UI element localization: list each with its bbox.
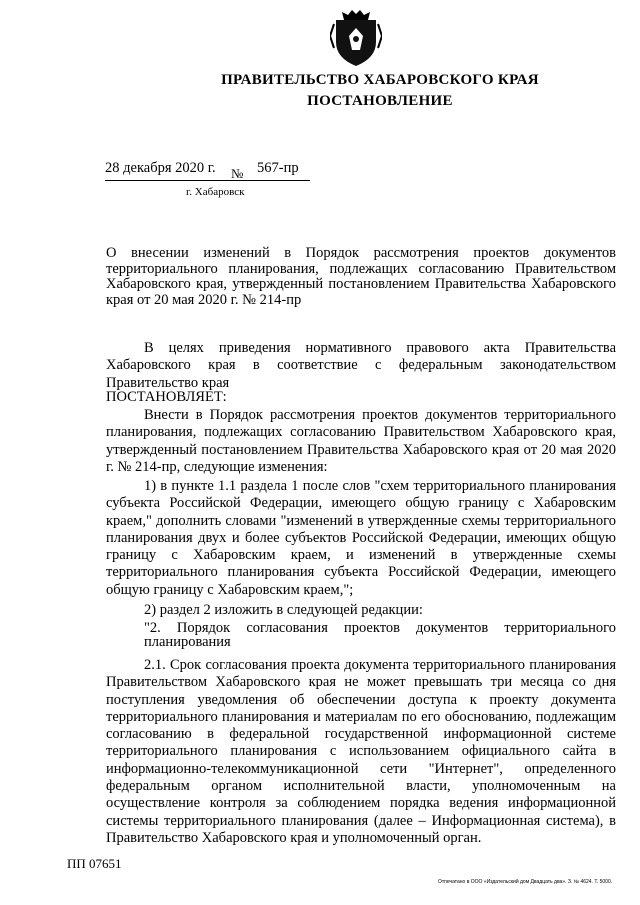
doc-type-title: ПОСТАНОВЛЕНИЕ (307, 93, 453, 109)
number-sign: № (231, 166, 244, 181)
preamble-paragraph: В целях приведения нормативного правового акта Правительства Хабаровского края в соответствие с федеральным законодательством Правительство края (106, 340, 616, 391)
document-code: ПП 07651 (67, 856, 122, 871)
amendment-item-1: 1) в пункте 1.1 раздела 1 после слов "схем территориального планирования субъекта Российской Федерации, имеющего общую границу с Хабаровским краем," дополнить словами "изменений в утвержденные схемы территориального планирования двух и более субъектов Российской Федерации, имеющих общую границу с Хабаровским краем, и изменений в утвержденные схемы территориального планирования субъекта Российской Федерации, имеющего общую границу с Хабаровским краем,"; (106, 478, 616, 598)
section-heading: "2. Порядок согласования проектов документов территориального планирования (144, 620, 616, 650)
date-number-row (105, 160, 325, 186)
amendment-item-2: 2) раздел 2 изложить в следующей редакции: (144, 602, 423, 618)
section-paragraph: 2.1. Срок согласования проекта документа территориального планирования Правительством Хабаровского края не может превышать три месяца со дня поступления уведомления об обеспечении доступа к проекту документа территориального планирования и материалам по его обоснованию, подлежащим согласованию в федеральной государственной информационной системе территориального планирования с использованием официального сайта в информационно-телекоммуникационной сети "Интернет", определенного федеральным органом исполнительной власти, уполномоченным на осуществление контроля за соблюдением порядка ведения информационной системы территориального планирования (далее – Информационная система), в Правительство Хабаровского края и уполномоченный орган. (106, 657, 616, 846)
document-subject: О внесении изменений в Порядок рассмотрения проектов документов территориального планирования, подлежащих согласованию Правительством Хабаровского края, утвержденный постановлением Правительства Хабаровского края от 20 мая 2020 г. № 214-пр (106, 245, 616, 308)
document-number: 567-пр (257, 160, 299, 176)
printer-imprint: Отпечатано в ООО «Издательский дом Двадцать два». З. № 4624. Т. 5000. (438, 879, 613, 885)
body-paragraph: Внести в Порядок рассмотрения проектов документов территориального планирования, подлежащих согласованию Правительством Хабаровского края, утвержденный постановлением Правительства Хабаровского края от 20 мая 2020 г. № 214-пр, следующие изменения: (106, 407, 616, 475)
document-city: г. Хабаровск (186, 186, 245, 198)
org-title: ПРАВИТЕЛЬСТВО ХАБАРОВСКОГО КРАЯ (221, 72, 539, 88)
document-date: 28 декабря 2020 г. (105, 160, 216, 176)
decree-heading: ПОСТАНОВЛЯЕТ: (106, 389, 227, 405)
coat-of-arms-icon (330, 6, 382, 68)
date-underline (105, 180, 310, 181)
